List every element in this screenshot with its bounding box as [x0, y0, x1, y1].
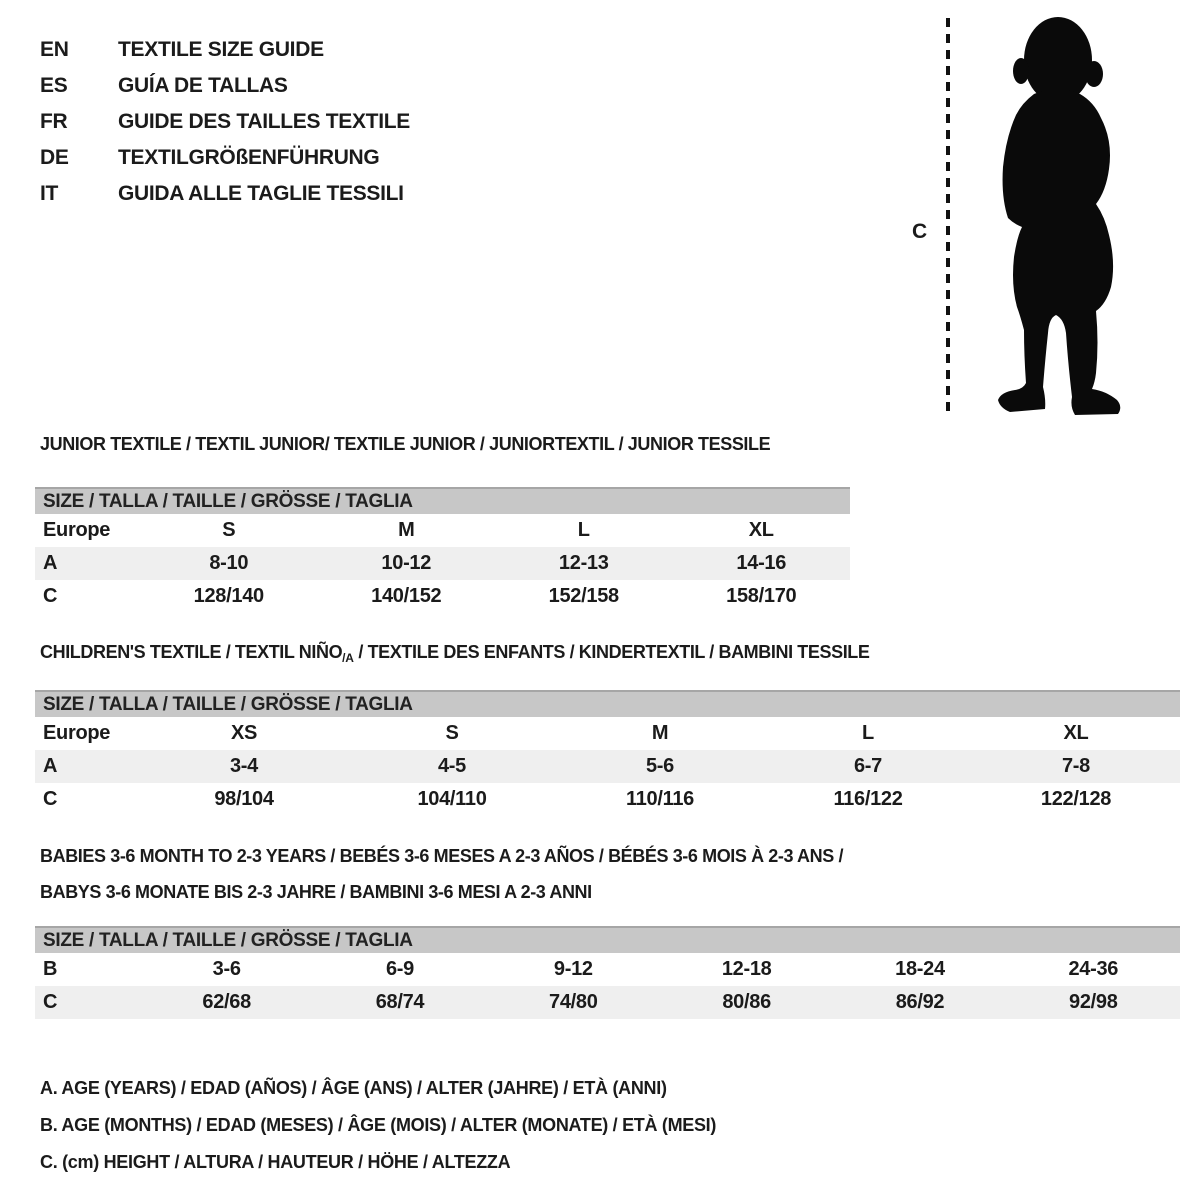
size-header-bar: SIZE / TALLA / TAILLE / GRÖSSE / TAGLIA: [35, 926, 1180, 953]
language-code: IT: [40, 182, 59, 205]
legend-line: B. AGE (MONTHS) / EDAD (MESES) / ÂGE (MOIS) / ALTER (MONATE) / ETÀ (MESI): [40, 1115, 717, 1135]
babies-table-rows: [35, 953, 1180, 1019]
row-label: A: [43, 755, 58, 777]
value-cell: 80/86: [722, 991, 771, 1013]
value-cell: 110/116: [626, 788, 694, 810]
value-cell: 12-18: [721, 958, 772, 980]
table-row: [35, 783, 1180, 816]
value-cell: 3-4: [229, 755, 258, 777]
table-row: [35, 717, 1180, 750]
row-label: B: [43, 958, 58, 980]
row-label: C: [43, 788, 58, 810]
value-cell: M: [651, 722, 669, 744]
babies-size-table: [35, 926, 1180, 1019]
language-row: [40, 32, 410, 68]
table-row: [35, 750, 1180, 783]
value-cell: 12-13: [558, 552, 609, 574]
value-cell: XL: [1063, 722, 1089, 744]
children-size-table: [35, 690, 1180, 816]
value-cell: 68/74: [375, 991, 425, 1013]
legend-line: C. (cm) HEIGHT / ALTURA / HAUTEUR / HÖHE / ALTEZZA: [40, 1152, 511, 1172]
value-cell: 7-8: [1061, 755, 1090, 777]
height-measure-dashed-line: [946, 18, 950, 416]
junior-table-rows: [35, 514, 850, 613]
value-cell: 86/92: [895, 991, 945, 1013]
value-cell: 158/170: [726, 585, 797, 607]
toddler-silhouette-icon: [970, 14, 1145, 424]
language-code: EN: [40, 38, 69, 61]
language-row: [40, 176, 410, 212]
value-cell: 62/68: [202, 991, 251, 1013]
table-row: [35, 547, 850, 580]
children-table-rows: [35, 717, 1180, 816]
table-row: [35, 580, 850, 613]
height-measure-label: C: [912, 220, 927, 243]
legend-line: A. AGE (YEARS) / EDAD (AÑOS) / ÂGE (ANS) / ALTER (JAHRE) / ETÀ (ANNI): [40, 1078, 667, 1098]
value-cell: 140/152: [371, 585, 442, 607]
value-cell: L: [862, 722, 874, 744]
value-cell: 4-5: [437, 755, 466, 777]
row-label: Europe: [43, 722, 111, 744]
language-title: GUIDA ALLE TAGLIE TESSILI: [118, 182, 404, 205]
children-section-title: [40, 642, 870, 665]
value-cell: 8-10: [209, 552, 249, 574]
language-code: FR: [40, 110, 68, 133]
value-cell: M: [398, 519, 415, 541]
junior-section-title: JUNIOR TEXTILE / TEXTIL JUNIOR/ TEXTILE JUNIOR / JUNIORTEXTIL / JUNIOR TESSILE: [40, 434, 771, 454]
value-cell: 128/140: [193, 585, 264, 607]
language-row: [40, 104, 410, 140]
language-title-list: [40, 32, 410, 212]
children-title-text: CHILDREN'S TEXTILE / TEXTIL NIÑO: [40, 642, 343, 662]
children-title-subscript: /A: [342, 651, 354, 665]
size-header-bar: SIZE / TALLA / TAILLE / GRÖSSE / TAGLIA: [35, 487, 850, 514]
value-cell: 3-6: [212, 958, 241, 980]
value-cell: XS: [230, 722, 258, 744]
row-label: C: [43, 585, 58, 607]
value-cell: 5-6: [645, 755, 674, 777]
value-cell: 24-36: [1068, 958, 1119, 980]
value-cell: S: [445, 722, 459, 744]
value-cell: L: [577, 519, 590, 541]
value-cell: 92/98: [1069, 991, 1118, 1013]
language-title: GUÍA DE TALLAS: [118, 74, 288, 97]
babies-title-line2: BABYS 3-6 MONATE BIS 2-3 JAHRE / BAMBINI 3-6 MESI A 2-3 ANNI: [40, 882, 592, 902]
language-title: TEXTILGRÖßENFÜHRUNG: [118, 146, 380, 169]
size-header-bar: SIZE / TALLA / TAILLE / GRÖSSE / TAGLIA: [35, 690, 1180, 717]
value-cell: 116/122: [833, 788, 903, 810]
value-cell: 9-12: [553, 958, 593, 980]
value-cell: 122/128: [1040, 788, 1112, 810]
value-cell: XL: [748, 519, 774, 541]
language-title: TEXTILE SIZE GUIDE: [118, 38, 324, 61]
value-cell: 152/158: [548, 585, 619, 607]
row-label: A: [43, 552, 58, 574]
table-row: [35, 986, 1180, 1019]
value-cell: 10-12: [381, 552, 432, 574]
children-title-text-cont: / TEXTILE DES ENFANTS / KINDERTEXTIL / BAMBINI TESSILE: [353, 642, 870, 662]
measurement-legend: [40, 1070, 716, 1181]
value-cell: 104/110: [417, 788, 487, 810]
value-cell: 14-16: [736, 552, 787, 574]
row-label: C: [43, 991, 58, 1013]
table-row: [35, 953, 1180, 986]
value-cell: 6-9: [385, 958, 414, 980]
value-cell: 74/80: [549, 991, 598, 1013]
babies-section-title: [40, 838, 843, 910]
value-cell: 98/104: [214, 788, 274, 810]
language-row: [40, 68, 410, 104]
language-code: ES: [40, 74, 68, 97]
table-row: [35, 514, 850, 547]
junior-size-table: [35, 487, 850, 613]
value-cell: S: [222, 519, 236, 541]
language-row: [40, 140, 410, 176]
language-code: DE: [40, 146, 69, 169]
value-cell: 6-7: [853, 755, 882, 777]
value-cell: 18-24: [895, 958, 945, 980]
row-label: Europe: [43, 519, 111, 541]
language-title: GUIDE DES TAILLES TEXTILE: [118, 110, 410, 133]
babies-title-line1: BABIES 3-6 MONTH TO 2-3 YEARS / BEBÉS 3-6 MESES A 2-3 AÑOS / BÉBÉS 3-6 MOIS À 2-3 ANS /: [40, 846, 844, 866]
